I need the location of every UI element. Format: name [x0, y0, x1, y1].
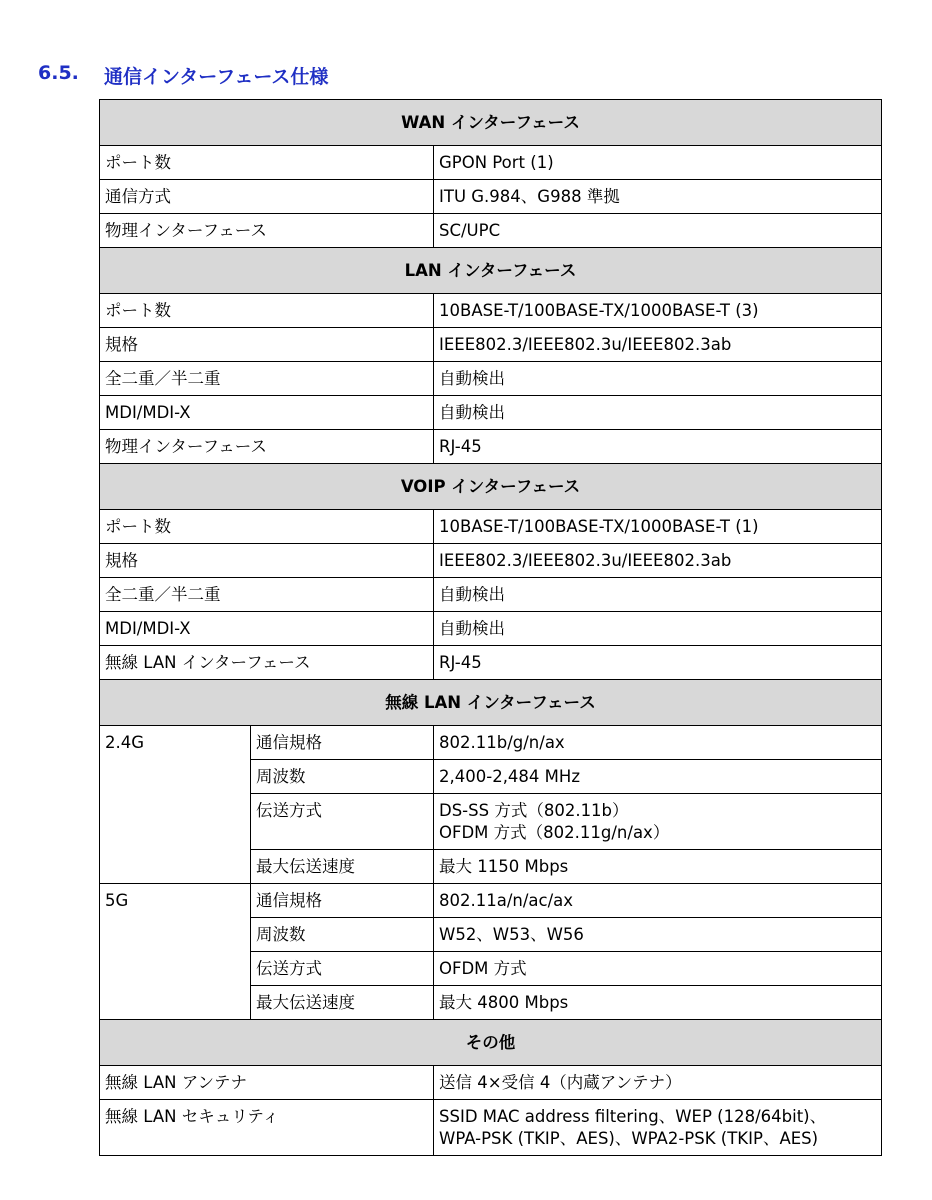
table-row	[100, 884, 882, 918]
row-value: RJ-45	[434, 646, 882, 680]
row-label: 伝送方式	[251, 952, 434, 986]
row-value: OFDM 方式	[434, 952, 882, 986]
row-value: RJ-45	[434, 430, 882, 464]
row-label: ポート数	[100, 294, 434, 328]
row-value: 自動検出	[434, 362, 882, 396]
table-row	[100, 146, 882, 180]
section-number: 6.5.	[38, 62, 79, 84]
table-row	[100, 294, 882, 328]
row-value: 自動検出	[434, 612, 882, 646]
method-value-line: DS-SS 方式（802.11b）	[439, 801, 629, 820]
row-value: 自動検出	[434, 578, 882, 612]
row-value: 送信 4×受信 4（内蔵アンテナ）	[434, 1066, 882, 1100]
row-label: 規格	[100, 328, 434, 362]
section-title: 通信インターフェース仕様	[104, 66, 329, 88]
table-row	[100, 544, 882, 578]
row-label: 最大伝送速度	[251, 986, 434, 1020]
table-row	[100, 362, 882, 396]
row-label: 全二重／半二重	[100, 362, 434, 396]
table-section-header	[100, 100, 882, 146]
row-label: 通信方式	[100, 180, 434, 214]
table-row	[100, 510, 882, 544]
row-label: MDI/MDI-X	[100, 612, 434, 646]
row-value: 2,400-2,484 MHz	[434, 760, 882, 794]
row-value: IEEE802.3/IEEE802.3u/IEEE802.3ab	[434, 328, 882, 362]
lan-section-title: LAN インターフェース	[100, 248, 882, 294]
row-value: SC/UPC	[434, 214, 882, 248]
section-heading	[38, 62, 328, 89]
row-value: 802.11b/g/n/ax	[434, 726, 882, 760]
table-row	[100, 396, 882, 430]
band-24-label: 2.4G	[100, 726, 251, 884]
interface-spec-table	[99, 99, 882, 1156]
row-value: 最大 4800 Mbps	[434, 986, 882, 1020]
table-row	[100, 726, 882, 760]
row-label: 最大伝送速度	[251, 850, 434, 884]
wireless-section-title: 無線 LAN インターフェース	[100, 680, 882, 726]
row-value: 10BASE-T/100BASE-TX/1000BASE-T (3)	[434, 294, 882, 328]
row-label: 無線 LAN セキュリティ	[100, 1100, 434, 1156]
table-row	[100, 612, 882, 646]
row-label: 無線 LAN インターフェース	[100, 646, 434, 680]
row-value	[434, 794, 882, 850]
table-row	[100, 1100, 882, 1156]
row-label: 周波数	[251, 918, 434, 952]
row-label: ポート数	[100, 510, 434, 544]
wan-section-title: WAN インターフェース	[100, 100, 882, 146]
row-label: 物理インターフェース	[100, 214, 434, 248]
table-row	[100, 646, 882, 680]
row-value: GPON Port (1)	[434, 146, 882, 180]
row-value: W52、W53、W56	[434, 918, 882, 952]
row-value: IEEE802.3/IEEE802.3u/IEEE802.3ab	[434, 544, 882, 578]
row-value: 自動検出	[434, 396, 882, 430]
table-row	[100, 328, 882, 362]
table-row	[100, 1066, 882, 1100]
table-row	[100, 214, 882, 248]
row-label: ポート数	[100, 146, 434, 180]
table-row	[100, 430, 882, 464]
method-value-line: OFDM 方式（802.11g/n/ax）	[439, 823, 670, 842]
row-value: 最大 1150 Mbps	[434, 850, 882, 884]
table-section-header	[100, 680, 882, 726]
table-row	[100, 578, 882, 612]
security-value-line: SSID MAC address filtering、WEP (128/64bit)、	[439, 1107, 827, 1126]
row-label: 全二重／半二重	[100, 578, 434, 612]
table-row	[100, 180, 882, 214]
row-label: 物理インターフェース	[100, 430, 434, 464]
row-label: MDI/MDI-X	[100, 396, 434, 430]
row-label: 無線 LAN アンテナ	[100, 1066, 434, 1100]
row-label: 通信規格	[251, 884, 434, 918]
band-5-label: 5G	[100, 884, 251, 1020]
row-label: 通信規格	[251, 726, 434, 760]
row-label: 伝送方式	[251, 794, 434, 850]
table-section-header	[100, 464, 882, 510]
row-value: 802.11a/n/ac/ax	[434, 884, 882, 918]
row-value: ITU G.984、G988 準拠	[434, 180, 882, 214]
row-value	[434, 1100, 882, 1156]
voip-section-title: VOIP インターフェース	[100, 464, 882, 510]
other-section-title: その他	[100, 1020, 882, 1066]
row-label: 周波数	[251, 760, 434, 794]
table-section-header	[100, 1020, 882, 1066]
table-section-header	[100, 248, 882, 294]
row-value: 10BASE-T/100BASE-TX/1000BASE-T (1)	[434, 510, 882, 544]
row-label: 規格	[100, 544, 434, 578]
security-value-line: WPA-PSK (TKIP、AES)、WPA2-PSK (TKIP、AES)	[439, 1129, 819, 1148]
